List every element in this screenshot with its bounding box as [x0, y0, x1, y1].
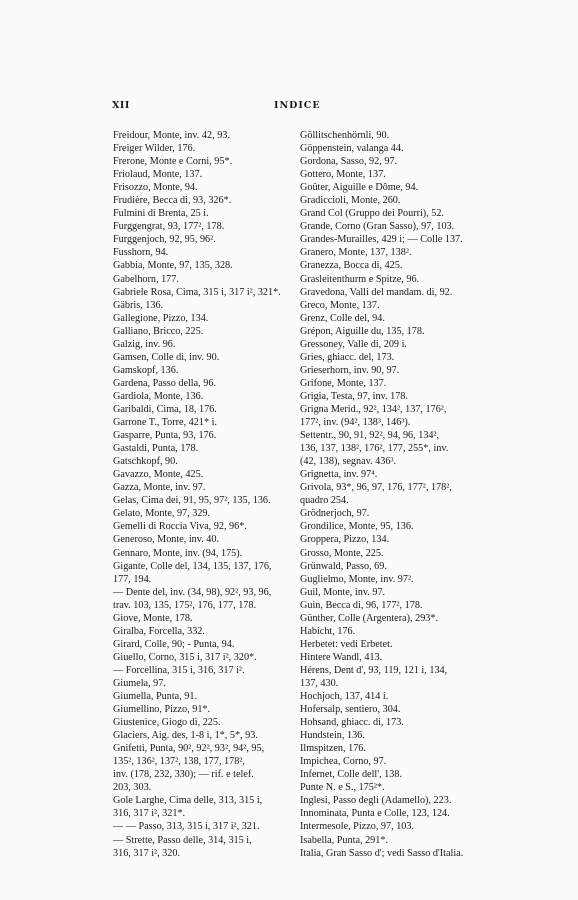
index-entry: Gnifetti, Punta, 90², 92², 93², 94², 95,	[113, 743, 265, 755]
index-entry: Gazza, Monte, inv. 97.	[113, 482, 206, 494]
index-entry: Garrone T., Torre, 421* i.	[113, 417, 217, 429]
index-entry: Gallegione, Pizzo, 134.	[113, 312, 209, 324]
index-entry: Hintere Wandl, 413.	[300, 651, 383, 663]
index-entry: Gatschkopf, 90.	[113, 456, 178, 468]
index-entry: Glaciers, Aig. des, 1-8 i, 1*, 5*, 93.	[113, 730, 258, 742]
index-entry: Gennaro, Monte, inv. (94, 175).	[113, 547, 243, 559]
index-entry: — — Passo, 313, 315 i, 317 i², 321.	[113, 821, 260, 833]
index-entry: Freiger Wilder, 176.	[113, 143, 196, 155]
index-entry: Fusshorn, 94.	[113, 247, 169, 259]
index-entry: Hohsand, ghiacc. di, 173.	[300, 717, 404, 729]
page-number: XII	[112, 100, 130, 111]
index-entry: Furggenjoch, 92, 95, 96².	[113, 234, 216, 246]
index-entry: 137, 430.	[300, 677, 339, 689]
index-entry: Gries, ghiacc. del, 173.	[300, 351, 395, 363]
index-entry: Grépon, Aiguille du, 135, 178.	[300, 325, 425, 337]
index-entry: Göllitschenhörnli, 90.	[300, 130, 390, 141]
index-entry: Grosso, Monte, 225.	[300, 547, 384, 559]
index-entry: Gravedona, Valli del mandam. di, 92.	[300, 286, 453, 298]
index-entry: — Forcellina, 315 i, 316, 317 i².	[113, 664, 245, 676]
index-entry: Guin, Becca di, 96, 177², 178.	[300, 599, 423, 611]
index-column-right	[300, 129, 498, 860]
index-entry: Giralba, Forcella, 332.	[113, 625, 205, 637]
index-entry: Girard, Colle, 90; - Punta, 94.	[113, 638, 235, 650]
index-entry: Frisozzo, Monte, 94.	[113, 182, 198, 194]
index-entry: Intermesole, Pizzo, 97, 103.	[300, 821, 415, 833]
index-entry: Grande, Corno (Gran Sasso), 97, 103.	[300, 221, 455, 233]
index-entry: Granezza, Bocca di, 425.	[300, 260, 403, 272]
index-entry: Grivola, 93*, 96, 97, 176, 177², 178²,	[300, 482, 452, 494]
index-entry: Gressoney, Valle di, 209 i.	[300, 338, 407, 350]
index-entry: Guil, Monte, inv. 97.	[300, 586, 386, 598]
index-entry: Gole Larghe, Cima delle, 313, 315 i,	[113, 795, 263, 807]
index-entry: Gelato, Monte, 97, 329.	[113, 508, 211, 520]
index-entry: Frerone, Monte e Corni, 95*.	[113, 156, 233, 168]
index-entry: 177, 194.	[113, 573, 152, 585]
index-entry: Giustenice, Giogo di, 225.	[113, 717, 221, 729]
page-title: INDICE	[274, 100, 321, 111]
index-entry: Grandes-Murailles, 429 i; — Colle 137.	[300, 234, 463, 246]
index-entry: — Strette, Passo delle, 314, 315 i,	[113, 834, 252, 846]
index-entry: Grignetta, inv. 97⁴.	[300, 469, 378, 481]
index-entry: Settentr., 90, 91, 92², 94, 96, 134²,	[300, 430, 440, 442]
index-entry: Giove, Monte, 178.	[113, 612, 193, 624]
index-entry: Herbetet: vedi Erbetet.	[300, 638, 393, 650]
index-entry: Gabriele Rosa, Cima, 315 i, 317 i², 321*.	[113, 286, 281, 298]
index-entry: Grondilice, Monte, 95, 136.	[300, 521, 414, 533]
index-entry: Friolaud, Monte, 137.	[113, 169, 203, 181]
index-entry: (42, 138), segnav. 436³.	[300, 456, 397, 468]
index-entry: Giumellino, Pizzo, 91*.	[113, 704, 211, 716]
index-entry: Habicht, 176.	[300, 625, 356, 637]
index-entry: Isabella, Punta, 291*.	[300, 834, 388, 846]
index-entry: Ilmspitzen, 176.	[300, 743, 366, 755]
index-entry: quadro 254.	[300, 495, 349, 507]
index-entry: Grigna Merid., 92², 134², 137, 176²,	[300, 403, 447, 415]
index-entry: Frudière, Becca di, 93, 326*.	[113, 195, 232, 207]
index-entry: Hochjoch, 137, 414 i.	[300, 691, 389, 703]
index-entry: Giumella, Punta, 91.	[113, 691, 198, 703]
index-entry: Goûter, Aiguille e Dôme, 94.	[300, 182, 419, 194]
index-entry: Gastaldi, Punta, 178.	[113, 443, 199, 455]
index-entry: Gordona, Sasso, 92, 97.	[300, 156, 398, 168]
index-entry: Infernet, Colle dell', 138.	[300, 769, 402, 781]
index-entry: Greco, Monte, 137.	[300, 299, 380, 311]
index-entry: Grenz, Colle del, 94.	[300, 312, 385, 324]
index-entry: Hofersalp, sentiero, 304.	[300, 704, 401, 716]
index-entry: Giuello, Corno, 315 i, 317 i², 320*.	[113, 651, 257, 663]
index-entry: Grasleitenthurm e Spitze, 96.	[300, 273, 420, 285]
index-column-left	[113, 129, 291, 860]
index-entry: Grifone, Monte, 137.	[300, 377, 387, 389]
index-entry: Grödnerjoch, 97.	[300, 508, 370, 520]
index-entry: Gigante, Colle del, 134, 135, 137, 176,	[113, 560, 272, 572]
index-entry: Punte N. e S., 175²*.	[300, 782, 385, 794]
index-entry: Furggengrat, 93, 177², 178.	[113, 221, 225, 233]
index-entry: — Dente del, inv. (34, 98), 92², 93, 96,	[113, 586, 272, 598]
index-entry: Gelas, Cima dei, 91, 95, 97², 135, 136.	[113, 495, 271, 507]
index-entry: Gemelli di Roccia Viva, 92, 96*.	[113, 521, 247, 533]
index-entry: Gabelhorn, 177.	[113, 273, 179, 285]
index-entry: Guglielmo, Monte, inv. 97².	[300, 573, 414, 585]
index-entry: 316, 317 i², 321*.	[113, 808, 186, 820]
index-entry: Gasparre, Punta, 93, 176.	[113, 430, 217, 442]
index-entry: Gardena, Passo della, 96.	[113, 377, 216, 389]
index-entry: 316, 317 i², 320.	[113, 847, 181, 859]
index-entry: Innominata, Punta e Colle, 123, 124.	[300, 808, 450, 820]
index-entry: Hérens, Dent d', 93, 119, 121 i, 134,	[300, 664, 448, 676]
index-entry: 136, 137, 138², 176², 177, 255*, inv.	[300, 443, 449, 455]
index-entry: Grigia, Testa, 97, inv. 178.	[300, 390, 408, 402]
index-entry: Gottero, Monte, 137.	[300, 169, 386, 181]
index-entry: Grand Col (Gruppo dei Pourri), 52.	[300, 208, 445, 220]
index-entry: 135², 136², 137², 138, 177, 178²,	[113, 756, 245, 768]
index-entry: Günther, Colle (Argentera), 293*.	[300, 612, 439, 624]
index-entry: Gamsen, Colle di, inv. 90.	[113, 351, 220, 363]
index-entry: Impichea, Corno, 97.	[300, 756, 387, 768]
index-entry: 177², inv. (94², 138³, 146³).	[300, 417, 411, 429]
index-entry: Grieserhorn, inv. 90, 97.	[300, 364, 400, 376]
index-entry: Garibaldi, Cima, 18, 176.	[113, 403, 217, 415]
index-entry: Freidour, Monte, inv. 42, 93.	[113, 130, 230, 141]
index-entry: Grünwald, Passo, 69.	[300, 560, 387, 572]
index-entry: Gardiola, Monte, 136.	[113, 390, 204, 402]
index-entry: Galliano, Bricco, 225.	[113, 325, 204, 337]
index-entry: Generoso, Monte, inv. 40.	[113, 534, 220, 546]
index-entry: Gabbia, Monte, 97, 135, 328.	[113, 260, 233, 272]
index-entry: Galzig, inv. 96.	[113, 338, 176, 350]
index-entry: Groppera, Pizzo, 134.	[300, 534, 390, 546]
index-entry: Giumela, 97.	[113, 677, 166, 689]
index-entry: Fulmini di Brenta, 25 i.	[113, 208, 209, 220]
index-entry: Gavazzo, Monte, 425.	[113, 469, 204, 481]
index-entry: Granero, Monte, 137, 138².	[300, 247, 412, 259]
index-entry: Inglesi, Passo degli (Adamello), 223.	[300, 795, 452, 807]
index-entry: Italia, Gran Sasso d'; vedi Sasso d'Italia.	[300, 847, 464, 859]
index-entry: Gamskopf, 136.	[113, 364, 179, 376]
index-entry: inv. (178, 232, 330); — rif. e telef.	[113, 769, 254, 781]
index-entry: Göppenstein, valanga 44.	[300, 143, 404, 155]
index-entry: 203, 303.	[113, 782, 152, 794]
index-entry: Gradiccioli, Monte, 260.	[300, 195, 401, 207]
index-entry: Gäbris, 136.	[113, 299, 164, 311]
index-entry: Hundstein, 136.	[300, 730, 365, 742]
index-entry: trav. 103, 135, 175², 176, 177, 178.	[113, 599, 257, 611]
